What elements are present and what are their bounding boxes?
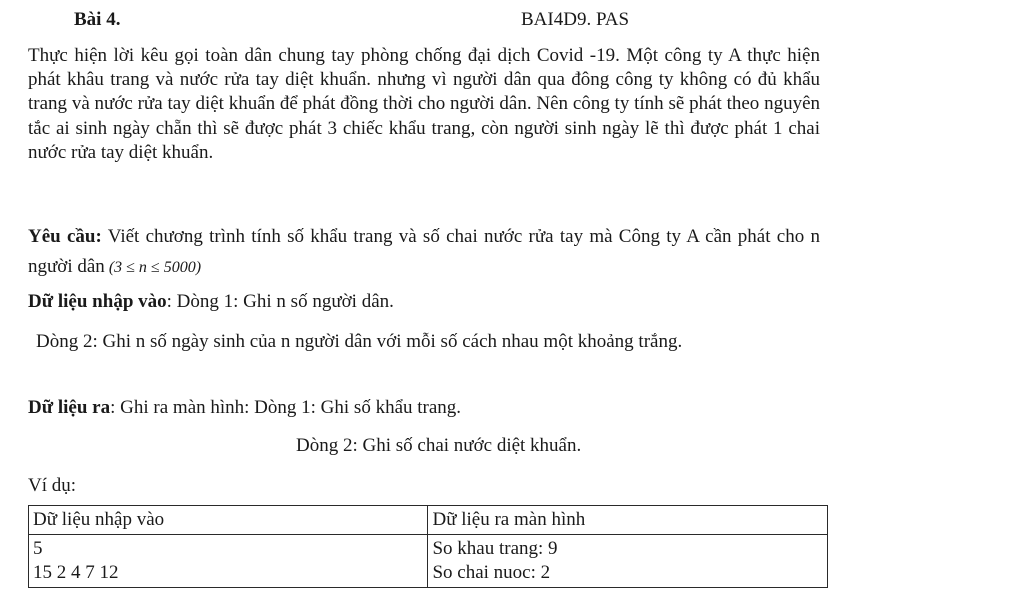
table-header-output: Dữ liệu ra màn hình: [428, 506, 828, 535]
document-page: [28, 0, 828, 583]
document-header: [28, 0, 828, 40]
output-spec-line1-text: : Ghi ra màn hình: Dòng 1: Ghi số khẩu trang.: [110, 397, 462, 418]
input-line: 5: [33, 538, 43, 559]
input-spec-line1-text: : Dòng 1: Ghi n số người dân.: [166, 291, 394, 312]
intro-paragraph: Thực hiện lời kêu gọi toàn dân chung tay phòng chống đại dịch Covid -19. Một công ty A thực hiện phát khâu trang và nước rửa tay diệt khuẩn. nhưng vì người dân qua đông công ty không có đủ khẩu trang và nước rửa tay diệt khuẩn để phát đồng thời cho người dân. Nên công ty tính sẽ phát theo nguyên tắc ai sinh ngày chẵn thì sẽ được phát 3 chiếc khẩu trang, còn người sinh ngày lẽ thì được phát 1 chai nước rửa tay diệt khuẩn.: [28, 45, 820, 163]
input-spec-label: Dữ liệu nhập vào: [28, 291, 167, 312]
output-spec-label: Dữ liệu ra: [28, 397, 111, 418]
table-row: [29, 535, 828, 588]
table-header-row: [29, 506, 828, 535]
requirement-text: Viết chương trình tính số khẩu trang và số chai nước rửa tay mà Công ty A cần phát cho n người dân: [28, 226, 820, 277]
example-label: Ví dụ:: [28, 475, 77, 496]
exercise-number: Bài 4.: [74, 9, 121, 30]
requirement-label: Yêu cầu:: [28, 226, 102, 247]
output-line: So chai nuoc: 2: [432, 562, 551, 583]
output-line: So khau trang: 9: [432, 538, 558, 559]
example-table: [28, 505, 828, 588]
input-spec-line2: Dòng 2: Ghi n số ngày sinh của n người dân với mỗi số cách nhau một khoảng trắng.: [36, 331, 683, 352]
input-spec-line1: [28, 290, 820, 314]
table-cell-input: [29, 535, 428, 588]
requirement-constraint: (3 ≤ n ≤ 5000): [108, 259, 202, 276]
output-spec-line1: [28, 396, 820, 420]
table-cell-output: [428, 535, 828, 588]
input-line: 15 2 4 7 12: [33, 562, 119, 583]
file-name: BAI4D9. PAS: [521, 9, 630, 30]
output-spec-line2: Dòng 2: Ghi số chai nước diệt khuẩn.: [296, 435, 582, 456]
requirement-paragraph: [28, 222, 820, 283]
table-header-input: Dữ liệu nhập vào: [29, 506, 428, 535]
